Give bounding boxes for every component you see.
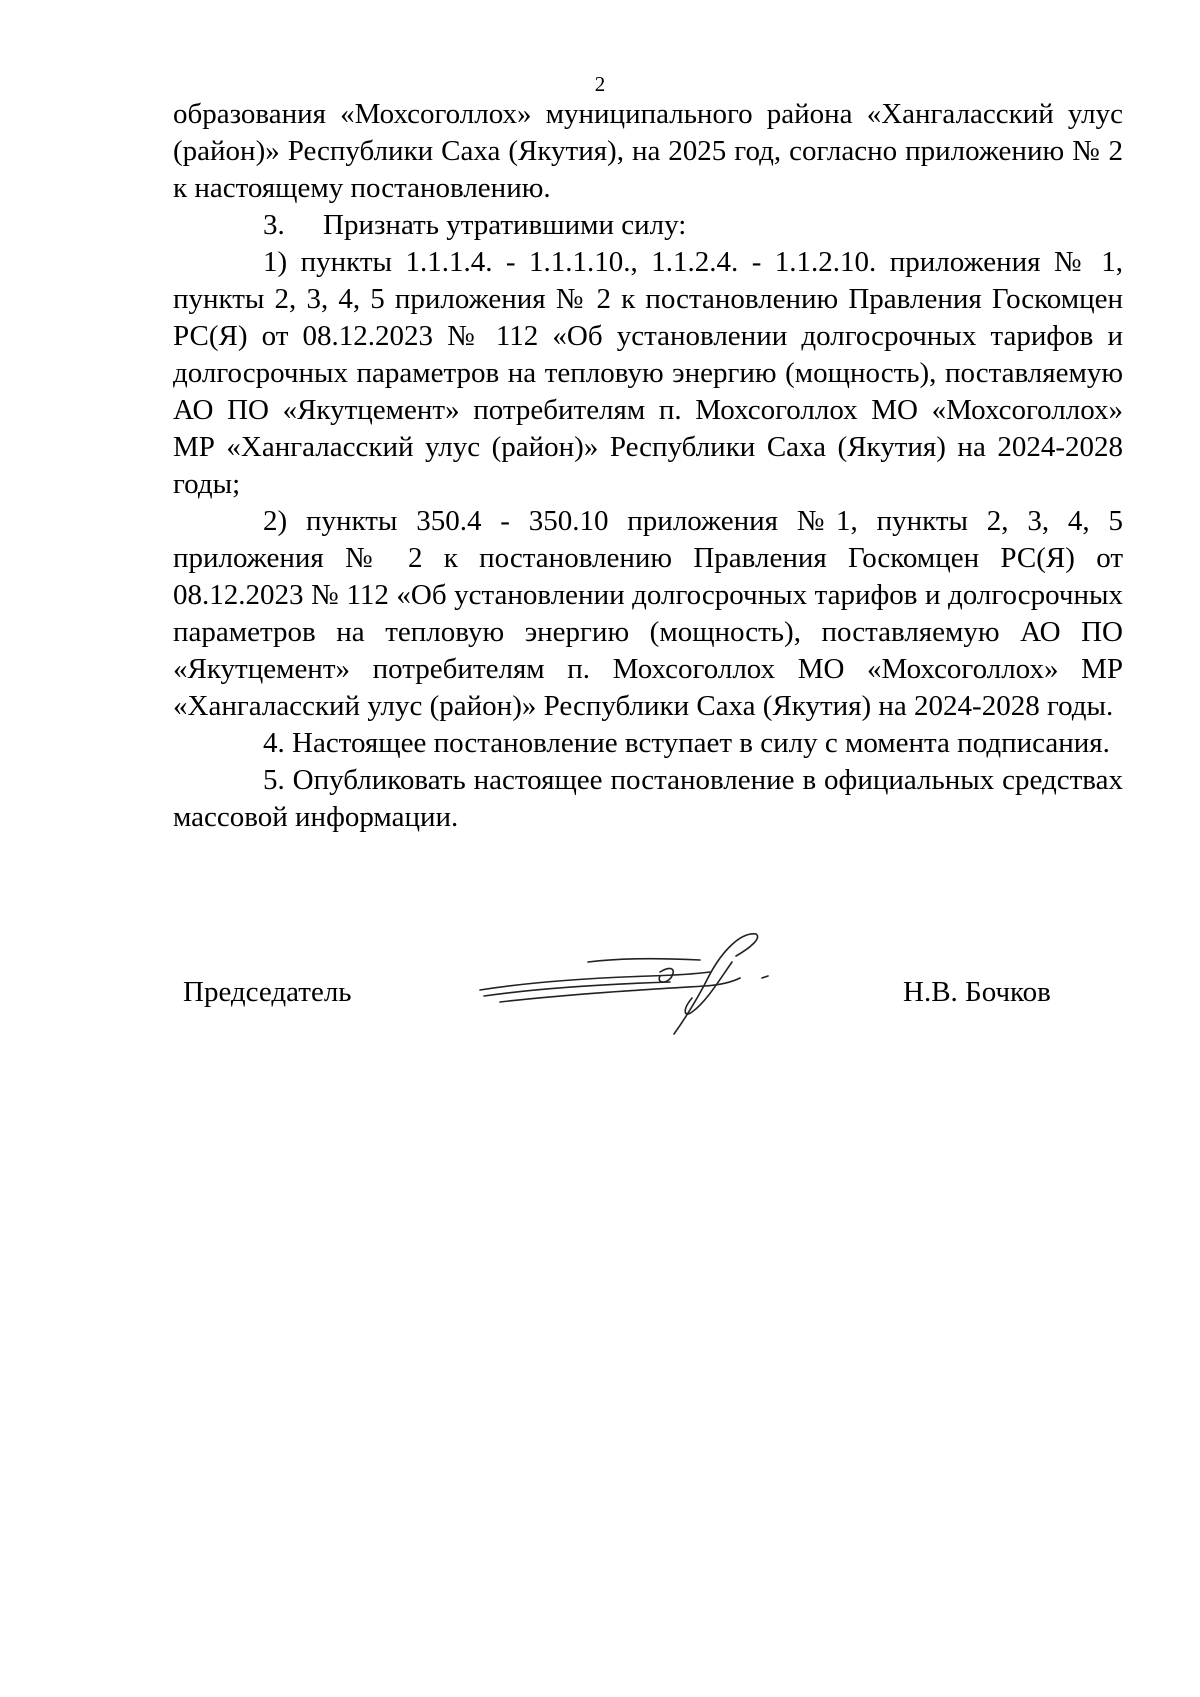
page-number: 2 [594, 72, 606, 96]
paragraph-continuation: образования «Мохсоголлох» муниципального района «Хангаласский улус (район)» Республики Саха (Якутия), на 2025 год, согласно приложению № 2 к настоящему постановлению. [173, 98, 1123, 204]
item-text: Признать утратившими силу: [323, 209, 687, 241]
item-number: 3. [263, 209, 285, 241]
paragraph-subitem-1: 1) пункты 1.1.1.4. - 1.1.1.10., 1.1.2.4. - 1.1.2.10. приложения № 1, пункты 2, 3, 4, 5 приложения № 2 к постановлению Правления Госкомцен РС(Я) от 08.12.2023 № 112 «Об установлении долгосрочных тарифов и долгосрочных параметров на тепловую энергию (мощность), поставляемую АО ПО «Якутцемент» потребителям п. Мохсоголлох МО «Мохсоголлох» МР «Хангаласский улус (район)» Республики Саха (Якутия) на 2024-2028 годы; [173, 246, 1123, 500]
signatory-name: Н.В. Бочков [903, 976, 1051, 1008]
handwritten-signature [470, 922, 780, 1042]
signature-block [0, 960, 1200, 1080]
paragraph-item-5: 5. Опубликовать настоящее постановление в официальных средствах массовой информации. [173, 764, 1123, 833]
signatory-title: Председатель [183, 976, 352, 1008]
paragraph-subitem-2: 2) пункты 350.4 - 350.10 приложения №1, пункты 2, 3, 4, 5 приложения № 2 к постановлению Правления Госкомцен РС(Я) от 08.12.2023 № 112 «Об установлении долгосрочных тарифов и долгосрочных параметров на тепловую энергию (мощность), поставляемую АО ПО «Якутцемент» потребителям п. Мохсоголлох МО «Мохсоголлох» МР «Хангаласский улус (район)» Республики Саха (Якутия) на 2024-2028 годы. [173, 505, 1123, 722]
document-body [173, 96, 1123, 836]
paragraph-item-3 [173, 207, 1123, 244]
paragraph-item-4: 4. Настоящее постановление вступает в силу с момента подписания. [263, 727, 1110, 759]
